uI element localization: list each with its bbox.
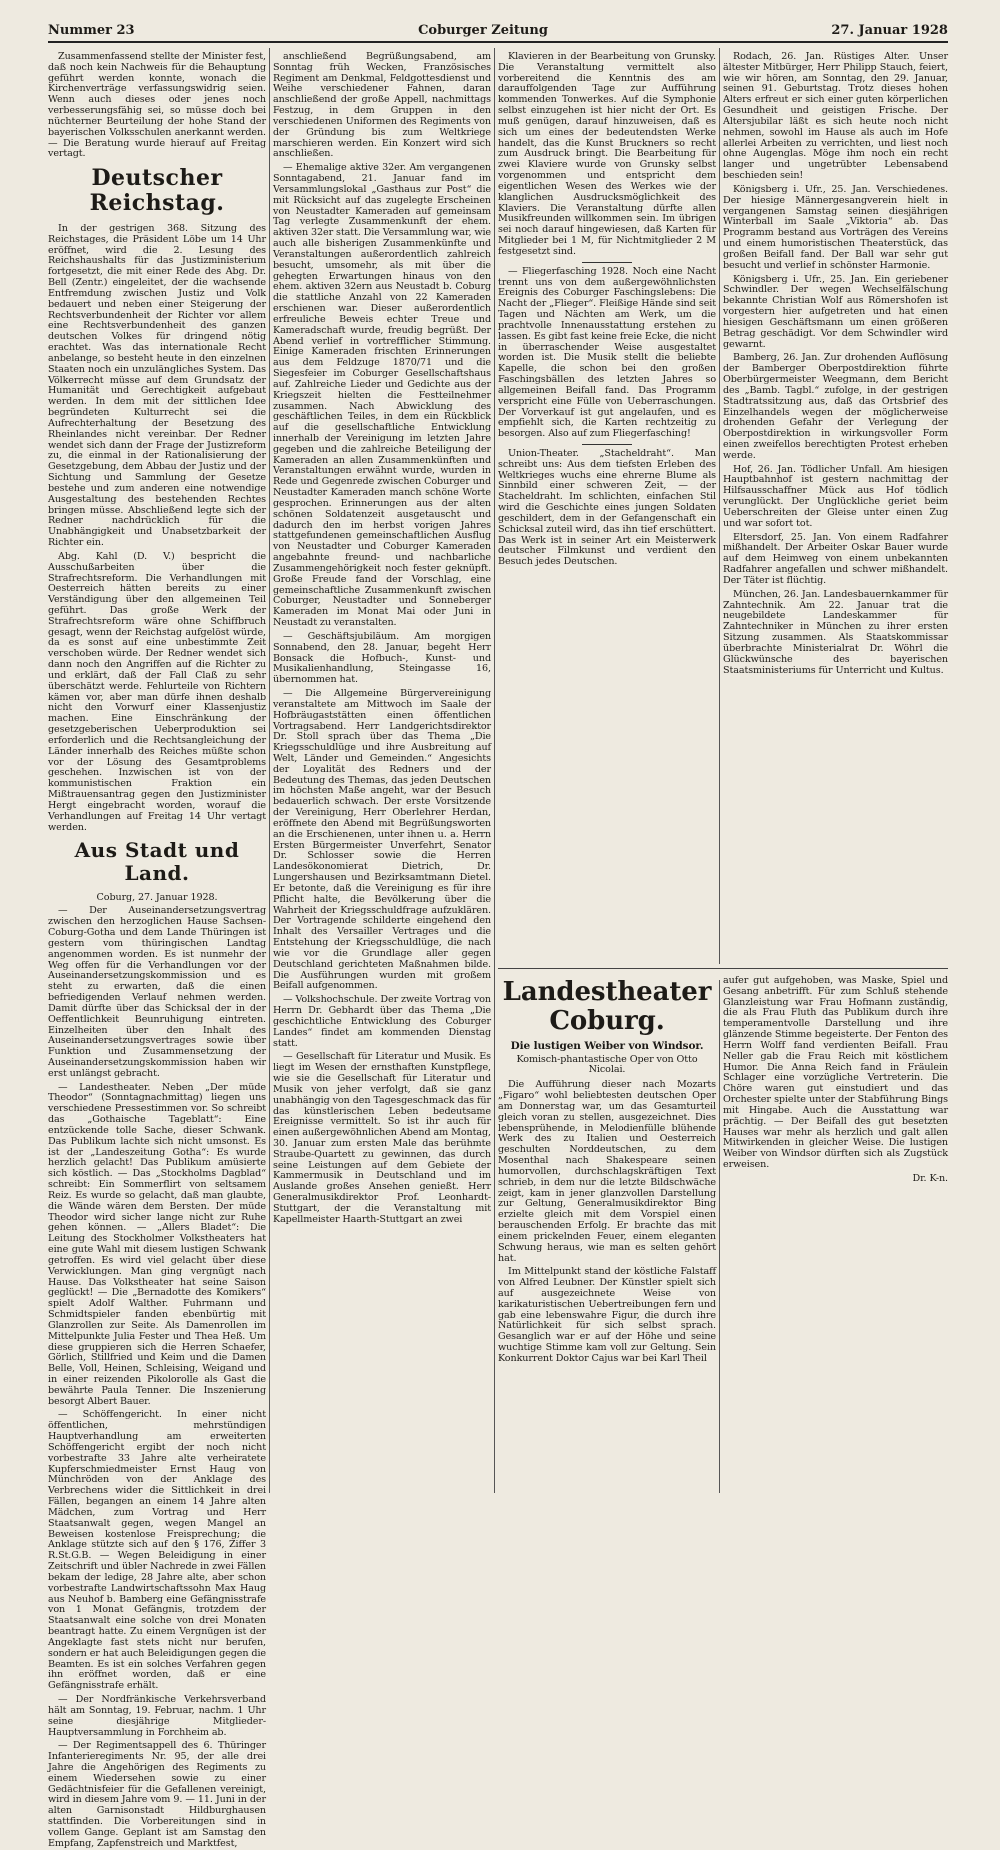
column-2 — [273, 52, 491, 1493]
article-paragraph: — Schöffengericht. In einer nicht öffentlichen, mehrstündigen Hauptverhandlung am erweiterten Schöffengericht ergibt der noch nicht vorbestrafte 33 Jahre alte verheiratete Kupferschmiedmeister Ernst Haug von Münchröden von der Anklage des Verbrechens wider die Sittlichkeit in drei Fällen, begangen an einem 14 Jahre alten Mädchen, zum Vortrag und Herr Staatsanwalt gegen, wegen Mangel an Beweisen kostenlose Freisprechung; die Anklage stützte sich auf den § 176, Ziffer 3 R.St.G.B. — Wegen Beleidigung in einer Zeitschrift und übler Nachrede in zwei Fällen bekam der ledige, 28 Jahre alte, aber schon vorbestrafte Landwirtschaftssohn Max Haug aus Neuhof b. Bamberg eine Gefängnisstrafe von 1 Monat Gefängnis, trotzdem der Staatsanwalt eine solche von drei Monaten beantragt hatte. Zu einem Vergnügen ist der Angeklagte fast stets nicht nur berufen, sondern er hat auch Beleidigungen gegen die Beamten. Es ist ein solches Verfahren gegen ihn eröffnet worden, daß er eine Gefängnisstrafe erhält. — [48, 1409, 266, 1692]
article-paragraph: Abg. Kahl (D. V.) bespricht die Ausschußarbeiten über die Strafrechtsreform. Die Verhandlungen mit Oesterreich hätten bereits zu einer Verständigung über den allgemeinen Teil geführt. Das große Werk der Strafrechtsreform wäre ohne Schiffbruch gesagt, wenn der Reichstag aufgelöst würde, da es sonst auf eine unbestimmte Zeit verschoben würde. Der Redner wendet sich dann noch den Angriffen auf die Richter zu und erklärt, daß der Fall Claß zu sehr überschätzt werde. Fehlurteile von Richtern kämen vor, aber man dürfe ihnen deshalb nicht den Vorwurf einer Klassenjustiz machen. Eine Einschränkung der gesetzgeberischen Ueberproduktion sei erforderlich und die Rechtsangleichung der Länder innerhalb des Reiches müßte schon vor der Lösung des Gesamtproblems geschehen. Inzwischen ist von der kommunistischen Fraktion ein Mißtrauensantrag gegen den Justizminister Hergt eingebracht worden, worauf die Verhandlungen auf Freitag 14 Uhr vertagt werden. — [48, 550, 266, 833]
divider — [582, 262, 632, 263]
column-4 — [723, 52, 948, 974]
article-paragraph: Rodach, 26. Jan. Rüstiges Alter. Unser ältester Mitbürger, Herr Philipp Stauch, feiert, wie wir hören, am Sonntag, den 29. Januar, seinen 91. Geburtstag. Trotz dieses hohen Alters erfreut er sich einer guten körperlichen Gesundheit und geistigen Frische. Der Altersjubilar läßt es sich heute noch nicht nehmen, sowohl im Hause als auch im Hofe allerlei Arbeiten zu verrichten, und liest noch ohne Augenglas. Möge ihm noch ein recht langer und ungetrübter Lebensabend beschieden sein! — [723, 51, 948, 182]
headline-reichstag: Deutscher Reichstag. — [89, 165, 225, 217]
column-divider — [719, 980, 720, 1493]
article-paragraph: In der gestrigen 368. Sitzung des Reichstages, die Präsident Löbe um 14 Uhr eröffnet, wird die 2. Lesung des Reichshaushalts für das Justizministerium fortgesetzt, die mit einer Rede des Abg. Dr. Bell (Zentr.) eingeleitet, der die wachsende Entfremdung zwischen Justiz und Volk bedauert und neben einer Steigerung der Rechtsverbundenheit der Richter vor allem eine Rechtsverbundenheit des ganzen deutschen Volkes für dringend nötig erachtet. Was das internationale Recht anbelange, so besteht heute in den einzelnen Staaten noch ein unzulängliches System. Das Völkerrecht müsse auf dem Grundsatz der Humanität und Gerechtigkeit aufgebaut werden. In dem mit der sittlichen Idee begründeten Kulturrecht sei die Aufrechterhaltung der Besetzung des Rheinlandes nicht vereinbar. Der Redner wendet sich dann der Frage der Justizreform zu, die einmal in der Rationalisierung der Gesetzgebung, dem Abbau der Justiz und der Sichtung und Sammlung der Gesetze bestehe und zum anderen eine notwendige Ausgestaltung des bestehenden Rechtes bringen müsse. Abschließend legte sich der Redner nachdrücklich für die Unabhängigkeit und Unabsetzbarkeit der Richter ein. — [48, 223, 266, 549]
article-paragraph: — Der Nordfränkische Verkehrsverband hält am Sonntag, 19. Februar, nachm. 1 Uhr seine diesjährige Mitglieder-Hauptversammlung in Forchheim ab. — [48, 1694, 266, 1738]
article-paragraph: — Geschäftsjubiläum. Am morgigen Sonnabend, den 28. Januar, begeht Herr Bonsack die Hofbuch-, Kunst- und Musikalienhandlung, Steingasse 16, übernommen hat. — [273, 630, 491, 686]
article-paragraph: Union-Theater. „Stacheldraht“. Man schreibt uns: Aus dem tiefsten Erleben des Weltkrieges wuchs eine ehrerne Blume als Sinnbild einer schweren Zeit, — der Stacheldraht. Im schlichten, einfachen Stil wird die Geschichte eines jungen Soldaten geschildert, dem in der Gefangenschaft ein Schicksal zuteil wird, das ihn tief erschüttert. Das Werk ist in seiner Art ein Meisterwerk deutscher Filmkunst und verdient den Besuch jedes Deutschen. — [498, 447, 716, 568]
column-divider — [269, 48, 270, 1493]
article-paragraph: — Der Regimentsappell des 6. Thüringer Infanterieregiments Nr. 95, der alle drei Jahre die Angehörigen des Regiments zu einem Wiedersehen sowie zu einer Gedächtnisfeier für die Gefallenen vereinigt, wird in diesem Jahre vom 9. — 11. Juni in der alten Garnisonstadt Hildburghausen stattfinden. Die Vorbereitungen sind in vollem Gange. Geplant ist am Samstag den Empfang, Zapfenstreich und Marktfest, — [48, 1740, 266, 1849]
article-paragraph: — Volkshochschule. Der zweite Vortrag von Herrn Dr. Gebhardt über das Thema „Die geschichtliche Entwicklung des Coburger Landes“ findet am kommenden Dienstag statt. — [273, 994, 491, 1049]
theatre-review — [498, 978, 716, 1493]
article-paragraph: — Der Auseinandersetzungsvertrag zwischen den herzoglichen Hause Sachsen-Coburg-Gotha und dem Lande Thüringen ist gestern vom thüringischen Landtag angenommen worden. Es ist nunmehr der Weg offen für die Verhandlungen vor der Auseinandersetzungskommission und es steht zu erwarten, daß die einen befriedigenden Verlauf nehmen werden. Damit dürfte über das Schicksal der in der Oeffentlichkeit Beunruhigung eintreten. Einzelheiten über den Inhalt des Auseinandersetzungsvertrages sowie über Funktion und Zusammensetzung der Auseinandersetzungskommission haben wir erst unlängst gebracht. — [48, 905, 266, 1079]
column-divider — [494, 48, 495, 1493]
article-paragraph: Im Mittelpunkt stand der köstliche Falstaff von Alfred Leubner. Der Künstler spielt sich auf ausgezeichnete Weise von karikaturistischen Uebertreibungen fern und gab eine lebenswahre Figur, die durch ihre Natürlichkeit für sich selbst sprach. Gesanglich war er auf der Höhe und seine wuchtige Stimme kam voll zur Geltung. Sein Konkurrent Doktor Cajus war bei Karl Theil — [498, 1266, 716, 1364]
article-paragraph: aufer gut aufgehoben, was Maske, Spiel und Gesang anbetrifft. Für zum Schluß stehende Glanzleistung war Frau Hofmann zuständig, die als Frau Fluth das Publikum durch ihre temperamentvolle Darstellung und ihre glänzende Stimme begeisterte. Der Fenton des Herrn Wolff fand verdienten Beifall. Frau Neller gab die Frau Reich mit köstlichem Humor. Die Anna Reich fand in Fräulein Schlager eine vorzügliche Vertreterin. Die Chöre waren gut einstudiert und das Orchester spielte unter der Stabführung Bings mit Hingabe. Auch die Ausstattung war prächtig. — Der Beifall des gut besetzten Hauses war mehr als herzlich und galt allen Mitwirkenden in gleicher Weise. Die lustigen Weiber von Windsor dürften sich als Zugstück erweisen. — [723, 975, 948, 1171]
dateline: Coburg, 27. Januar 1928. — [96, 891, 218, 903]
article-paragraph: Königsberg i. Ufr., 25. Jan. Verschiedenes. Der hiesige Männergesangverein hielt in vergangenen Samstag seinen diesjährigen Winterball im Saale „Viktoria“ ab. Das Programm bestand aus Vorträgen des Vereins und einem humoristischen Theaterstück, das großen Beifall fand. Der Ball war sehr gut besucht und verlief in schönster Harmonie. — [723, 183, 948, 271]
article-paragraph: Die Aufführung dieser nach Mozarts „Figaro“ wohl beliebtesten deutschen Oper am Donnerstag war, um das Gesamturteil gleich voran zu stellen, ausgezeichnet. Dies lebensprühende, in Melodienfülle blühende Werk des zu Italien und Oesterreich geschulten Norddeutschen, zu dem Mosenthal nach Shakespeare seinen humorvollen, durchschlagskräftigen Text schrieb, in dem nur die letzte Bildschwäche zeigt, kam in jener glanzvollen Darstellung zur Geltung, Generalmusikdirektor Bing erzielte gleich mit dem Vorspiel einen berauschenden Erfolg. Er brachte das mit einem prickelnden Feuer, einem eleganten Schwung heraus, wie man es selten gehört hat. — [498, 1079, 716, 1264]
article-paragraph: Königsberg i. Ufr., 25. Jan. Ein geriebener Schwindler. Der wegen Wechselfälschung bekannte Christian Wolf aus Römershofen ist vorgestern hier aufgetreten und hat einen hiesigen Geschäftsmann um einen größeren Betrag geschädigt. Vor dem Schwindler wird gewarnt. — [723, 273, 948, 350]
article-paragraph: — Landestheater. Neben „Der müde Theodor“ (Sonntagnachmittag) liegen uns verschiedene Pressestimmen vor. So schreibt das „Gothaische Tageblatt“: Eine entzückende tolle Sache, dieser Schwank. Das Publikum lachte sich nicht umsonst. Es ist der „Landeszeitung Gotha“: Es wurde herzlich gelacht! Das Publikum amüsierte sich köstlich. — Das „Stockholms Dagblad“ schreibt: Ein Sommerflirt von seltsamem Reiz. Es wurde so gelacht, daß man glaubte, die Wände wären dem Bersten. Der müde Theodor wird sicher lange nicht zur Ruhe gehen können. — „Allers Bladet“: Die Leitung des Stockholmer Volkstheaters hat eine gute Wahl mit diesem lustigen Schwank getroffen. Es wird viel gelacht über diese Verwicklungen. Man ging vergnügt nach Hause. Das Volkstheater hat seine Saison geglückt! — Die „Bernadotte des Komikers“ spielt Adolf Walther. Fuhrmann und Schmidtspieler fanden ebenbürtig mit Glanzrollen zur Seite. Als Damenrollen im Mittelpunkte Julia Fester und Thea Heß. Um diese gruppieren sich die Herren Schaefer, Görlich, Stillfried und Keim und die Damen Belle, Voll, Heinen, Schleising, Weigand und in einer reizenden Pikolorolle als Gast die bewährte Paula Tenner. Die Inszenierung besorgt Albert Bauer. — [48, 1081, 266, 1407]
column-1 — [48, 51, 266, 1849]
article-paragraph: Klavieren in der Bearbeitung von Grunsky. Die Veranstaltung vermittelt also vorbereitend die Kenntnis des am darauffolgenden Tage zur Aufführung kommenden Tonwerkes. Auf die Symphonie selbst einzugehen ist hier nicht der Ort. Es muß genügen, darauf hinzuweisen, daß es sich um eines der bedeutendsten Werke handelt, das die Kunst Bruckners so recht zum Ausdruck bringt. Die Bearbeitung für zwei Klaviere wurde von Grunsky selbst vorgenommen und entspricht dem eigentlichen Wesen des Werkes wie der klanglichen Ausdrucksmöglichkeit des Klaviers. Die Veranstaltung dürfte allen Musikfreunden willkommen sein. Im übrigen sei noch darauf hingewiesen, daß Karten für Mitglieder bei 1 M, für Nichtmitglieder 2 M festgesetzt sind. — [498, 51, 716, 257]
column-divider — [719, 48, 720, 964]
article-paragraph: Zusammenfassend stellte der Minister fest, daß noch kein Nachweis für die Behauptung geführt werden konnte, wonach die Kirchenverträge verfassungswidrig seien. Wenn auch dieses oder jenes noch verbesserungsfähig sei, so müsse doch bei nüchterner Beurteilung der hohe Stand der bayerischen Volksschulen anerkannt werden. — Die Beratung wurde hierauf auf Freitag vertagt. — [48, 51, 266, 160]
masthead — [48, 16, 948, 38]
article-paragraph: — Ehemalige aktive 32er. Am vergangenen Sonntagabend, 21. Januar fand im Versammlungslokal „Gasthaus zur Post“ die mit Rücksicht auf das zugelegte Erscheinen von Neustadter Kameraden auf gemeinsam Tag verlegte Zusammenkunft der ehem. aktiven 32er statt. Die Versammlung war, wie auch alle bisherigen Zusammenkünfte und Veranstaltungen außerordentlich zahlreich besucht, umsomehr, als mit über die gehegten Erwartungen hinaus von den ehem. aktiven 32ern aus Neustadt b. Coburg die stattliche Anzahl von 22 Kameraden erschienen war. Dieser außerordentlich erfreuliche Beweis echter Treue und Kameradschaft wurde, freudig begrüßt. Der Abend verlief in vortrefflicher Stimmung. Einige Kameraden frischten Erinnerungen aus dem Feldzuge 1870/71 und die Siegesfeier im Coburger Gesellschaftshaus auf. Zahlreiche Lieder und Gedichte aus der Kriegszeit hielten die Festteilnehmer zusammen. Nach Abwicklung des geschäftlichen Teiles, in dem ein Rückblick auf die gesellschaftliche Entwicklung innerhalb der Vereinigung im letzten Jahre gegeben und die zahlreiche Beteiligung der Kameraden an allen Zusammenkünften und Veranstaltungen erwähnt wurde, wurden in Rede und Gegenrede zwischen Coburger und Neustadter Kameraden manch schöne Worte gesprochen. Erinnerungen aus der alten schönen Soldatenzeit ausgetauscht und dadurch den im herbst vorigen Jahres stattgefundenen gemeinschaftlichen Ausflug von Neustadter und Coburger Kameraden angebahnte freund- und nachbarliche Zusammengehörigkeit noch fester geknüpft. Große Freude fand der Vorschlag, eine gemeinschaftliche Zusammenkunft zwischen Coburger, Neustadter und Sonneberger Kameraden im Monat Mai oder Juni in Neustadt zu veranstalten. — [273, 162, 491, 629]
article-paragraph: Eltersdorf, 25. Jan. Von einem Radfahrer mißhandelt. Der Arbeiter Oskar Bauer wurde auf dem Heimweg von einem unbekannten Radfahrer angefallen und schwer mißhandelt. Der Täter ist flüchtig. — [723, 531, 948, 586]
issue-number: Nummer 23 — [48, 23, 135, 38]
headline-landestheater: Landestheater Coburg. — [502, 977, 712, 1037]
divider — [582, 444, 632, 445]
issue-date: 27. Januar 1928 — [831, 23, 948, 38]
review-subtitle-2: Komisch-phantastische Oper von Otto Nicolai. — [516, 1053, 698, 1076]
theatre-review-continued — [723, 976, 948, 1493]
article-paragraph: anschließend Begrüßungsabend, am Sonntag früh Wecken, Französisches Regiment am Denkmal, Feldgottesdienst und Weihe verschiedener Fahnen, daran anschließend der große Appell, nachmittags Festzug, in dem Gruppen in den verschiedenen Uniformen des Regiments von der Gründung bis zum Weltkriege marschieren werden. Ein Konzert wird sich anschließen. — [273, 51, 491, 160]
column-3 — [498, 52, 716, 974]
masthead-rule — [48, 41, 948, 43]
article-paragraph: — Gesellschaft für Literatur und Musik. Es liegt im Wesen der ernsthaften Kunstpflege, wie sie die Gesellschaft für Literatur und Musik von jeher verfolgt, daß sie ganz unabhängig von den Tagesgeschmack das für das künstlerischen Leben bedeutsame Ereignisse vermittelt. So ist ihr auch für einen außergewöhnlichen Abend am Montag, 30. Januar zum ersten Male das berühmte Straube-Quartett zu gewinnen, das durch seine Leistungen auf dem Gebiete der Kammermusik in Deutschland und im Auslande großes Ansehen genießt. Herr Generalmusikdirektor Prof. Leonhardt-Stuttgart, der die Veranstaltung mit Kapellmeister Haarth-Stuttgart an zwei — [273, 1051, 491, 1225]
article-paragraph: — Die Allgemeine Bürgervereinigung veranstaltete am Mittwoch im Saale der Hofbräugaststätten einen öffentlichen Vortragsabend. Herr Landgerichtsdirektor Dr. Stoll sprach über das Thema „Die Kriegsschuldlüge und ihre Ausbreitung auf Welt, Länder und Gemeinden.“ Angesichts der Loyalität des Redners und der Bedeutung des Themas, das jeden Deutschen im höchsten Maße angeht, war der Besuch bedauerlich schwach. Der erste Vorsitzende der Vereinigung, Herr Oberlehrer Herdan, eröffnete den Abend mit Begrüßungsworten an die Erschienenen, unter ihnen u. a. Herrn Ersten Bürgermeister Unverfehrt, Senator Dr. Schlosser sowie die Herren Landesökonomierat Dietrich, Dr. Lungershausen und Bezirksamtmann Dietel. Er betonte, daß die Vereinigung es für ihre Pflicht halte, die Bevölkerung über die Wahrheit der Kriegsschuldfrage aufzuklären. Der Vortragende schilderte eingehend den Inhalt des Versailler Vertrages und die Entstehung der Kriegsschuldlüge, die nach wie vor die Grundlage aller gegen Deutschland gerichteten Maßnahmen bilde. Die Ausführungen wurden mit großem Beifall aufgenommen. — [273, 688, 491, 992]
article-paragraph: — Fliegerfasching 1928. Noch eine Nacht trennt uns von dem außergewöhnlichsten Ereignis des Coburger Faschingslebens: Die Nacht der „Flieger“. Fleißige Hände sind seit Tagen und Nächten am Werk, um die prachtvolle Innenausstattung erstehen zu lassen. Es gibt fast keine freie Ecke, die nicht in überraschender Weise ausgestaltet worden ist. Die Musik stellt die beliebte Kapelle, die schon bei den großen Faschingsbällen des letzten Jahres so allgemeinen Beifall fand. Das Programm verspricht eine Fülle von Ueberraschungen. Der Vorverkauf ist gut angelaufen, und es empfiehlt sich, die Karten rechtzeitig zu besorgen. Also auf zum Fliegerfasching! — [498, 265, 716, 440]
review-subtitle: Die lustigen Weiber von Windsor. — [510, 1039, 704, 1052]
headline-stadt-und-land: Aus Stadt und Land. — [74, 838, 240, 885]
review-signature: Dr. K-n. — [912, 1172, 948, 1184]
article-paragraph: Bamberg, 26. Jan. Zur drohenden Auflösung der Bamberger Oberpostdirektion führte Oberbürgermeister Weegmann, dem Bericht des „Bamb. Tagbl.“ zufolge, in der gestrigen Stadtratssitzung aus, daß das Ortsbrief des Einzelhandels wegen der möglicherweise drohenden Gefahr der Verlegung der Oberpostdirektion in wirkungsvoller Form einen zweifellos berechtigten Protest erheben werde. — [723, 352, 948, 461]
paper-title: Coburger Zeitung — [418, 23, 548, 38]
article-paragraph: München, 26. Jan. Landesbauernkammer für Zahntechnik. Am 22. Januar trat die neugebildete Landeskammer für Zahntechniker in München zu ihrer ersten Sitzung zusammen. Als Staatskommissar überbrachte Ministerialrat Dr. Wöhrl die Glückwünsche des bayerischen Staatsministeriums für Unterricht und Kultus. — [723, 588, 948, 676]
article-paragraph: Hof, 26. Jan. Tödlicher Unfall. Am hiesigen Hauptbahnhof ist gestern nachmittag der Hilfsausschaffner Mück aus Hof tödlich verunglückt. Der Unglückliche geriet beim Ueberschreiten der Gleise unter einen Zug und war sofort tot. — [723, 463, 948, 529]
